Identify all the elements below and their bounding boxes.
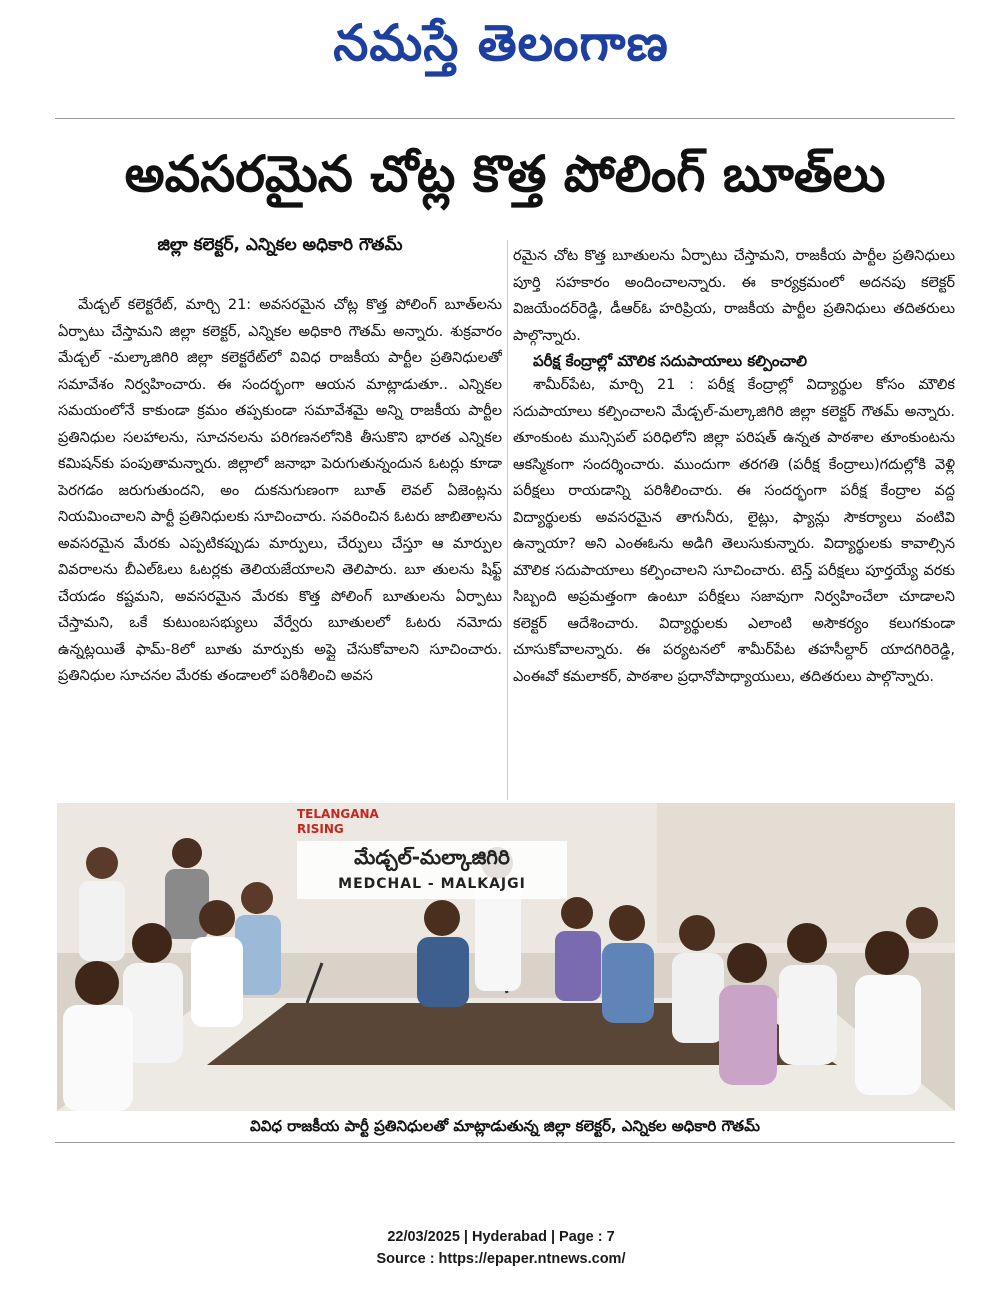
- column-divider: [507, 240, 508, 800]
- article-body-left: [58, 292, 502, 798]
- office-sign-english: MEDCHAL - MALKAJGI: [338, 876, 526, 892]
- page-footer: [0, 1226, 1002, 1272]
- photo-caption: వివిధ రాజకీయ పార్టీ ప్రతినిధులతో మాట్లాడుతున్న జిల్లా కలెక్టర్, ఎన్నికల అధికారి గౌతమ్: [250, 1117, 760, 1135]
- secondary-story-heading: పరీక్ష కేంద్రాల్లో మౌలిక సదుపాయాలు కల్పించాలి: [533, 352, 808, 370]
- newspaper-masthead: నమస్తే తెలంగాణ: [333, 14, 669, 72]
- meeting-photo: [57, 803, 955, 1111]
- article-headline: అవసరమైన చోట్ల కొత్త పోలింగ్ బూత్‌లు: [124, 145, 886, 203]
- article-paragraph: రమైన చోట కొత్త బూతులను ఏర్పాటు చేస్తామని, రాజకీయ పార్టీల ప్రతినిధులు పూర్తి సహకారం అందించాలన్నారు. ఈ కార్యక్రమంలో అదనపు కలెక్టర్ విజయేందర్‌రెడ్డి, డీఆర్‌ఓ హరిప్రియ, రాజకీయ పార్టీల ప్రతినిధులు తదితరులు పాల్గొన్నారు.: [513, 248, 955, 344]
- caption-divider: [55, 1142, 955, 1143]
- article-paragraph: మేడ్చల్ కలెక్టరేట్, మార్చి 21: అవసరమైన చోట్ల కొత్త పోలింగ్ బూత్‌లను ఏర్పాటు చేస్తామని జిల్లా కలెక్టర్, ఎన్నికల అధికారి గౌతమ్ అన్నారు. శుక్రవారం మేడ్చల్ -మల్కాజిగిరి జిల్లా కలెక్టరేట్‌లో వివిధ రాజకీయ పార్టీల ప్రతినిధులతో సమావేశం నిర్వహించారు. ఈ సందర్భంగా ఆయన మాట్లాడుతూ.. ఎన్నికల సమయంలోనే కాకుండా క్రమం తప్పకుండా సమావేశమై అన్ని రాజకీయ పార్టీల ప్రతినిధుల సలహాలను, సూచనలను పరిగణనలోనికి తీసుకొని భారత ఎన్నికల కమిషన్‌కు పంపుతామన్నారు. జిల్లాలో జనాభా పెరుగుతున్నందున ఓటర్లు కూడా పెరగడం జరుగుతుందని, అం దుకనుగుణంగా బూత్ లెవల్ ఏజెంట్లను నియమించాలని పార్టీ ప్రతినిధులకు సూచించారు. సవరించిన ఓటరు జాబితాలను అవసరమైన మేరకు ఎప్పటికప్పుడు మార్పులు, చేర్పులు చేస్తూ ఆ మార్పుల వివరాలను బీఎల్‌ఓలు ఓటర్లకు తెలియజేయాలని తెలిపారు. బూ తులను షిఫ్ట్ చేయడం కష్టమని, అవసరమైన మేరకు కొత్త పోలింగ్ బూతులను ఏర్పాటు చేస్తామని, ఒకే కుటుంబసభ్యులు వేర్వేరు బూతులలో ఓటరు నమోదు ఉన్నట్లయితే ఫామ్-8లో బూతు మార్పుకు అప్లై చేసుకోవాలని సూచించారు. ప్రతినిధుల సూచనల మేరకు తండాలలో పరిశీలించి అవస: [58, 297, 502, 684]
- masthead-divider: [55, 118, 955, 119]
- secondary-story-body: [513, 372, 955, 798]
- article-paragraph: శామీర్‌పేట, మార్చి 21 : పరీక్ష కేంద్రాల్లో విద్యార్థుల కోసం మౌలిక సదుపాయాలు కల్పించాలని మేడ్చల్-మల్కాజిగిరి జిల్లా కలెక్టర్ గౌతమ్ అన్నారు. తూంకుంట మున్సిపల్ పరిధిలోని జిల్లా పరిషత్ ఉన్నత పాఠశాల తూంకుంటను ఆకస్మికంగా సందర్శించారు. ముందుగా తరగతి (పరీక్ష కేంద్రాలు)గదుల్లోకి వెళ్లి పరీక్షలు రాయడాన్ని పరిశీలించారు. ఈ సందర్భంగా పరీక్ష కేంద్రాల వద్ద విద్యార్థులకు అవసరమైన తాగునీరు, లైట్లు, ఫ్యాన్లు సౌకర్యాలు వంటివి ఉన్నాయా? అని ఎంఈఓను అడిగి తెలుసుకున్నారు. విద్యార్థులకు కావాల్సిన మౌలిక సదుపాయాలు కల్పించాలని సూచించారు. టెన్త్ పరీక్షలు పూర్తయ్యే వరకు సిబ్బంది అప్రమత్తంగా ఉంటూ పరీక్షలు సజావుగా నిర్వహించేలా చూడాలని కలెక్టర్ ఆదేశించారు. విద్యార్థులకు ఎలాంటి అసౌకర్యం కలుగకుండా చూసుకోవాలన్నారు. ఈ పర్యటనలో శామీర్‌పేట తహసీల్దార్ యాదగిరిరెడ్డి, ఎంఈవో కమలాకర్, పాఠశాల ప్రధానోపాధ్యాయులు, తదితరులు పాల్గొన్నారు.: [513, 377, 955, 685]
- brand-logo-text: TELANGANA RISING: [297, 807, 379, 836]
- office-sign: [297, 841, 567, 899]
- source-link[interactable]: Source : https://epaper.ntnews.com/: [376, 1251, 626, 1267]
- article-subhead: జిల్లా కలెక్టర్, ఎన్నికల అధికారి గౌతమ్: [157, 235, 403, 255]
- article-body-right-continued: [513, 243, 955, 349]
- edition-info: 22/03/2025 | Hyderabad | Page : 7: [387, 1229, 615, 1245]
- office-sign-telugu: మేడ్చల్-మల్కాజిగిరి: [354, 845, 510, 869]
